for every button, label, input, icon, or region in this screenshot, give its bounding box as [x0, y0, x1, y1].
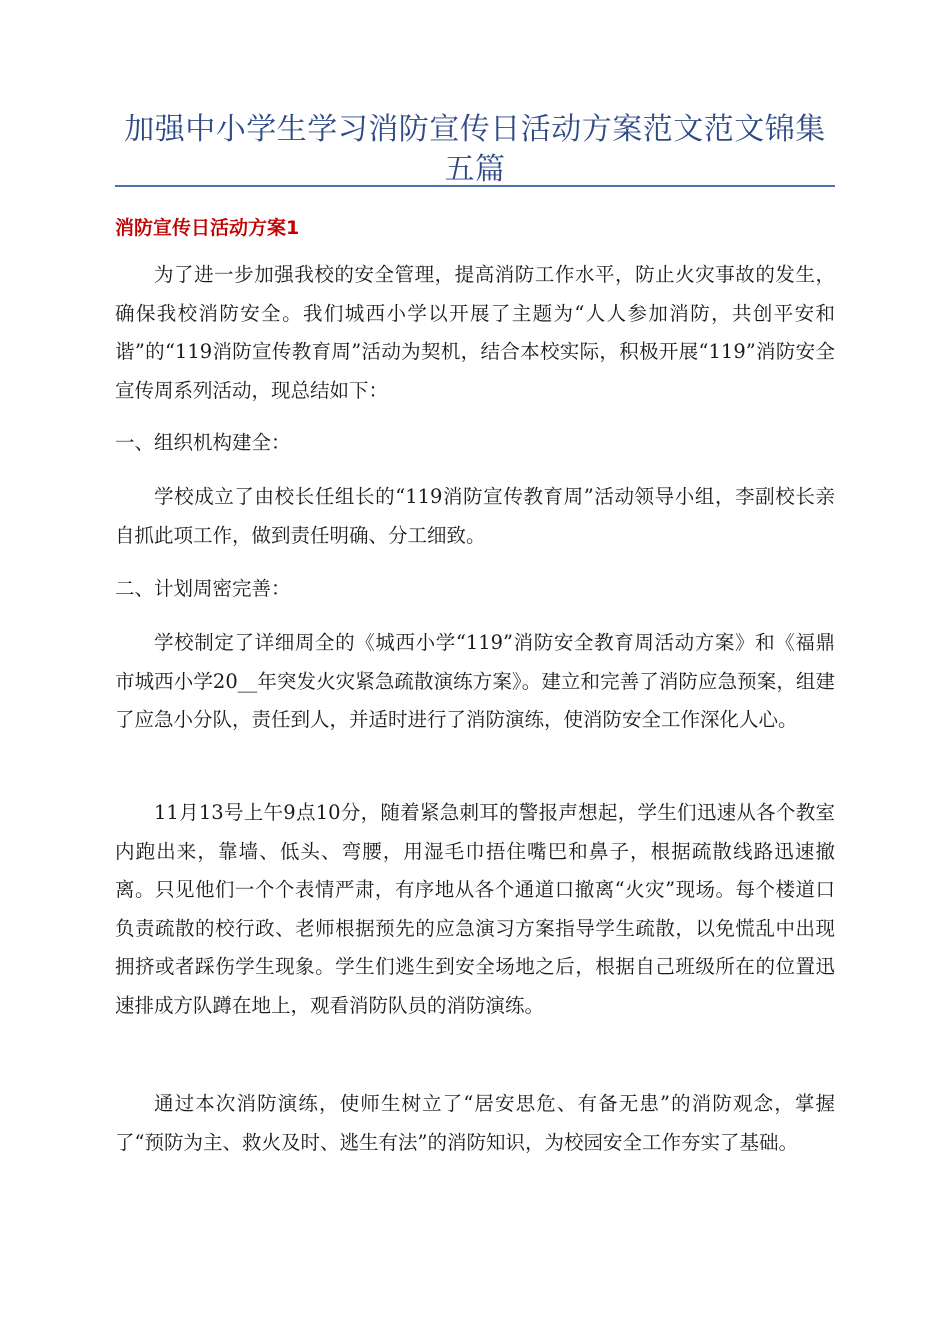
paragraph-organization: 学校成立了由校长任组长的“119消防宣传教育周”活动领导小组，李副校长亲自抓此项工作，做到责任明确、分工细致。 [115, 485, 835, 547]
section-heading: 消防宣传日活动方案1 [115, 217, 300, 239]
document-title: 加强中小学生学习消防宣传日活动方案范文范文锦集五篇 [124, 112, 826, 187]
paragraph-conclusion: 通过本次消防演练，使师生树立了“居安思危、有备无患”的消防观念，掌握了“预防为主、救火及时、逃生有法”的消防知识，为校园安全工作夯实了基础。 [115, 1092, 835, 1154]
title-divider [115, 185, 835, 187]
subheading-plan: 二、计划周密完善： [115, 577, 291, 600]
paragraph-plan: 学校制定了详细周全的《城西小学“119”消防安全教育周活动方案》和《福鼎市城西小学20__年突发火灾紧急疏散演练方案》。建立和完善了消防应急预案，组建了应急小分队，责任到人，并适时进行了消防演练，使消防安全工作深化人心。 [115, 631, 835, 731]
subheading-organization: 一、组织机构建全： [115, 431, 291, 454]
paragraph-intro: 为了进一步加强我校的安全管理，提高消防工作水平，防止火灾事故的发生，确保我校消防安全。我们城西小学以开展了主题为“人人参加消防，共创平安和谐”的“119消防宣传教育周”活动为契机，结合本校实际，积极开展“119”消防安全宣传周系列活动，现总结如下： [115, 263, 835, 402]
paragraph-drill: 11月13号上午9点10分，随着紧急刺耳的警报声想起，学生们迅速从各个教室内跑出来，靠墙、低头、弯腰，用湿毛巾捂住嘴巴和鼻子，根据疏散线路迅速撤离。只见他们一个个表情严肃，有序地从各个通道口撤离“火灾”现场。每个楼道口负责疏散的校行政、老师根据预先的应急演习方案指导学生疏散，以免慌乱中出现拥挤或者踩伤学生现象。学生们逃生到安全场地之后，根据自己班级所在的位置迅速排成方队蹲在地上，观看消防队员的消防演练。 [115, 801, 835, 1017]
